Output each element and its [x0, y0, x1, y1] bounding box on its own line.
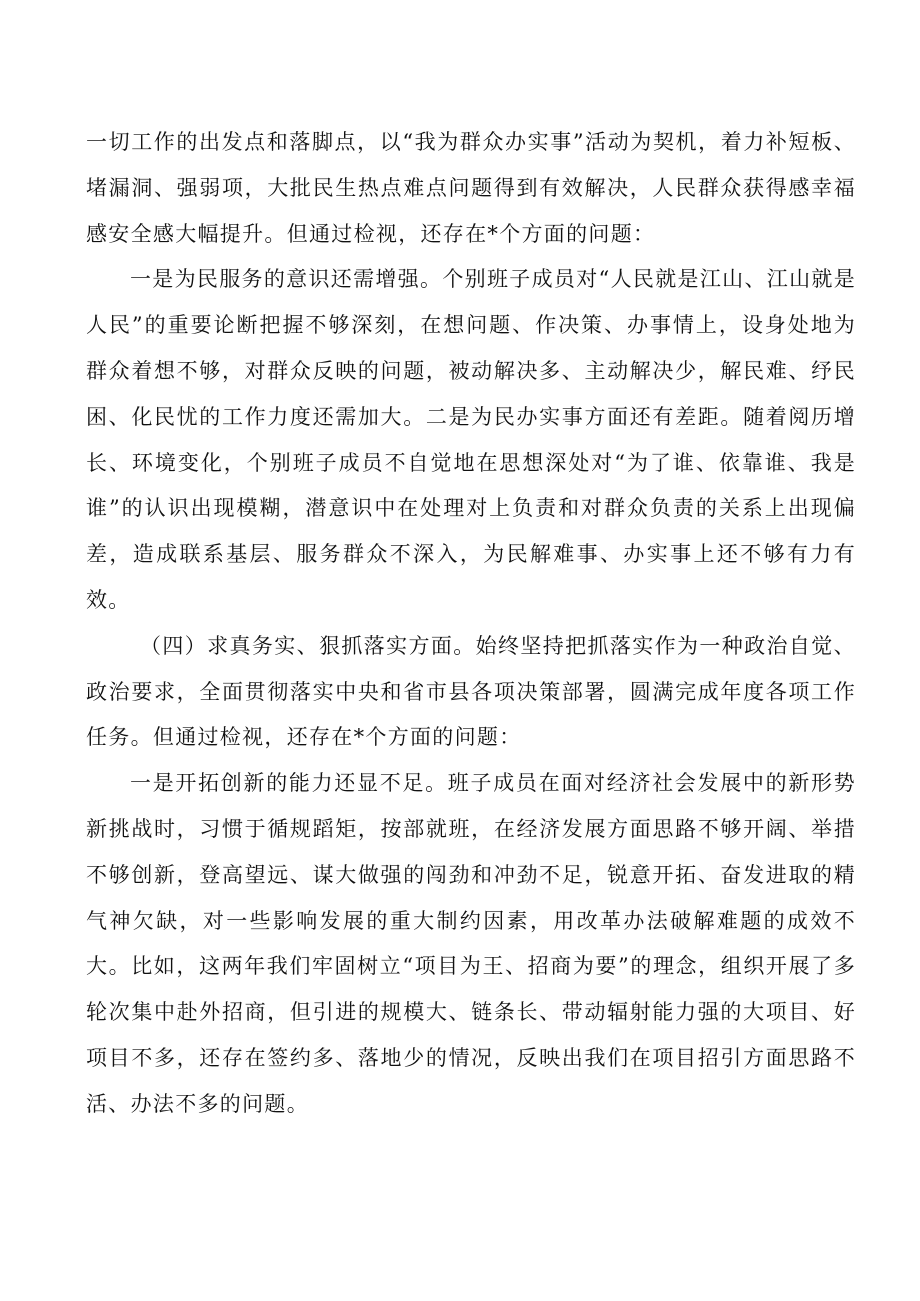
paragraph-continuation: 一切工作的出发点和落脚点，以“我为群众办实事”活动为契机，着力补短板、堵漏洞、强弱项，大批民生热点难点问题得到有效解决，人民群众获得感幸福感安全感大幅提升。但通过检视，还存在*个方面的问题： [86, 130, 856, 246]
paragraph-section-four-heading: （四）求真务实、狠抓落实方面。始终坚持把抓落实作为一种政治自觉、政治要求，全面贯彻落实中央和省市县各项决策部署，圆满完成年度各项工作任务。但通过检视，还存在*个方面的问题： [86, 633, 856, 750]
paragraph-innovation-ability: 一是开拓创新的能力还显不足。班子成员在面对经济社会发展中的新形势新挑战时，习惯于循规蹈矩，按部就班，在经济发展方面思路不够开阔、举措不够创新，登高望远、谋大做强的闯劲和冲劲不足，锐意开拓、奋发进取的精气神欠缺，对一些影响发展的重大制约因素，用改革办法破解难题的成效不大。比如，这两年我们牢固树立“项目为王、招商为要”的理念，组织开展了多轮次集中赴外招商，但引进的规模大、链条长、带动辐射能力强的大项目、好项目不多，还存在签约多、落地少的情况，反映出我们在项目招引方面思路不活、办法不多的问题。 [86, 771, 856, 1116]
document-body [86, 120, 856, 1128]
paragraph-service-awareness: 一是为民服务的意识还需增强。个别班子成员对“人民就是江山、江山就是人民”的重要论断把握不够深刻，在想问题、作决策、办事情上，设身处地为群众着想不够，对群众反映的问题，被动解决多、主动解决少，解民难、纾民困、化民忧的工作力度还需加大。二是为民办实事方面还有差距。随着阅历增长、环境变化，个别班子成员不自觉地在思想深处对“为了谁、依靠谁、我是谁”的认识出现模糊，潜意识中在处理对上负责和对群众负责的关系上出现偏差，造成联系基层、服务群众不深入，为民解难事、办实事上还不够有力有效。 [86, 267, 856, 612]
